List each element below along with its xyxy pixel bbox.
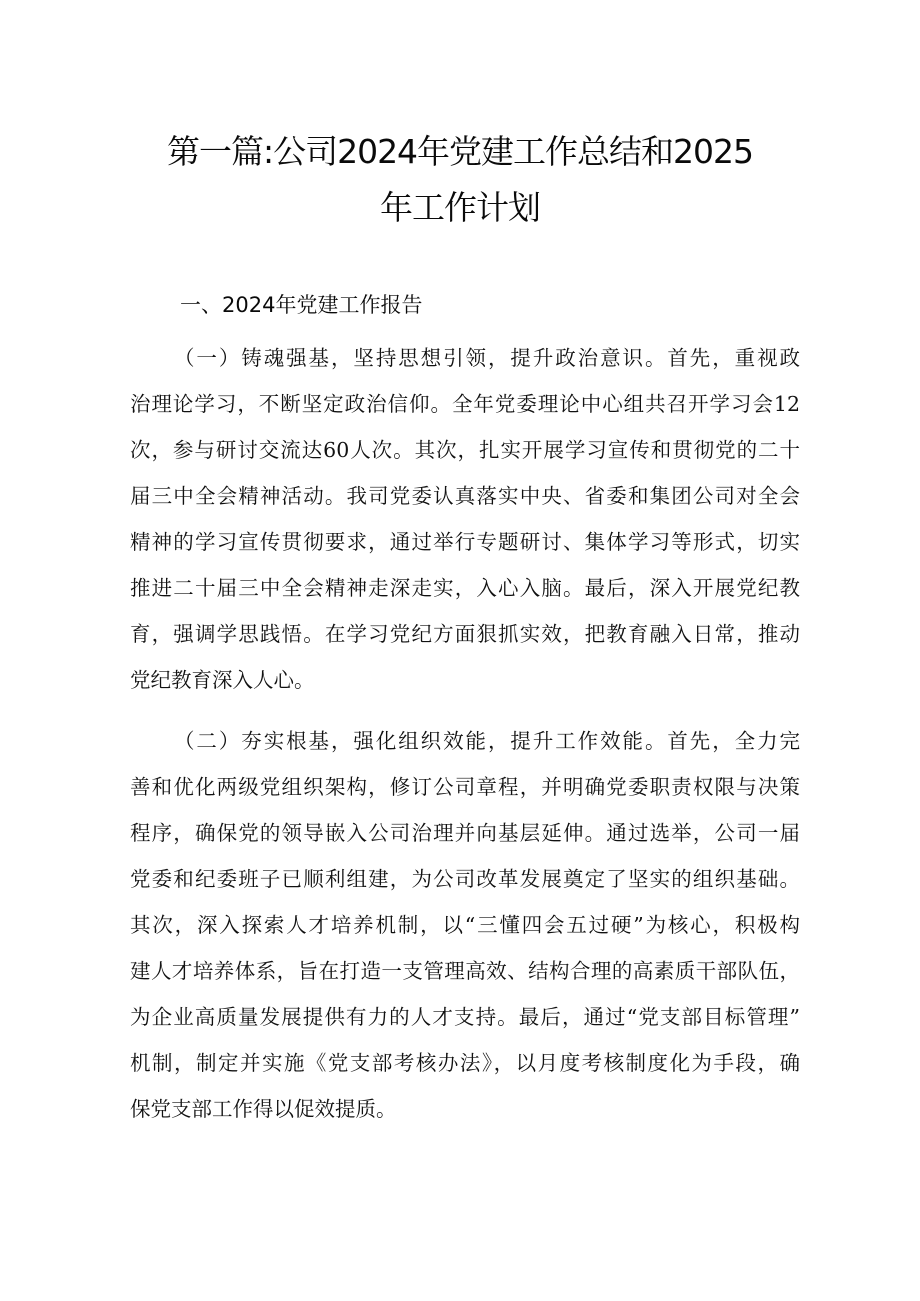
paragraph-1-line: 精神的学习宣传贯彻要求，通过举行专题研讨、集体学习等形式，切实	[130, 530, 800, 554]
section-heading: 一、2024年党建工作报告	[180, 293, 423, 317]
paragraph-2-line: 程序，确保党的领导嵌入公司治理并向基层延伸。通过选举，公司一届	[130, 821, 800, 845]
paragraph-2-line: 党委和纪委班子已顺利组建，为公司改革发展奠定了坚实的组织基础。	[130, 867, 800, 891]
paragraph-2-line: 善和优化两级党组织架构，修订公司章程，并明确党委职责权限与决策	[130, 775, 800, 799]
paragraph-2-line: 为企业高质量发展提供有力的人才支持。最后，通过“党支部目标管理”	[130, 1005, 800, 1029]
paragraph-1-line: 推进二十届三中全会精神走深走实，入心入脑。最后，深入开展党纪教	[130, 576, 800, 600]
paragraph-1-line: 次，参与研讨交流达60人次。其次，扎实开展学习宣传和贯彻党的二十	[130, 438, 800, 462]
paragraph-2-line: 其次，深入探索人才培养机制，以“三懂四会五过硬”为核心，积极构	[130, 913, 800, 937]
paragraph-1-line: 育，强调学思践悟。在学习党纪方面狠抓实效，把教育融入日常，推动	[130, 622, 800, 646]
paragraph-2-line: 机制，制定并实施《党支部考核办法》，以月度考核制度化为手段，确	[130, 1051, 800, 1075]
paragraph-1-line: 届三中全会精神活动。我司党委认真落实中央、省委和集团公司对全会	[130, 484, 800, 508]
document-title-line-1: 第一篇:公司2024年党建工作总结和2025	[166, 132, 754, 171]
paragraph-2-line: 建人才培养体系，旨在打造一支管理高效、结构合理的高素质干部队伍，	[130, 959, 800, 983]
paragraph-2-line: （二）夯实根基，强化组织效能，提升工作效能。首先，全力完	[174, 729, 800, 753]
paragraph-1-line: 党纪教育深入人心。	[130, 668, 315, 692]
document-title-line-2: 年工作计划	[380, 188, 540, 227]
paragraph-1-line: （一）铸魂强基，坚持思想引领，提升政治意识。首先，重视政	[174, 346, 800, 370]
paragraph-1-line: 治理论学习，不断坚定政治信仰。全年党委理论中心组共召开学习会12	[130, 392, 800, 416]
paragraph-2-line: 保党支部工作得以促效提质。	[130, 1097, 397, 1121]
